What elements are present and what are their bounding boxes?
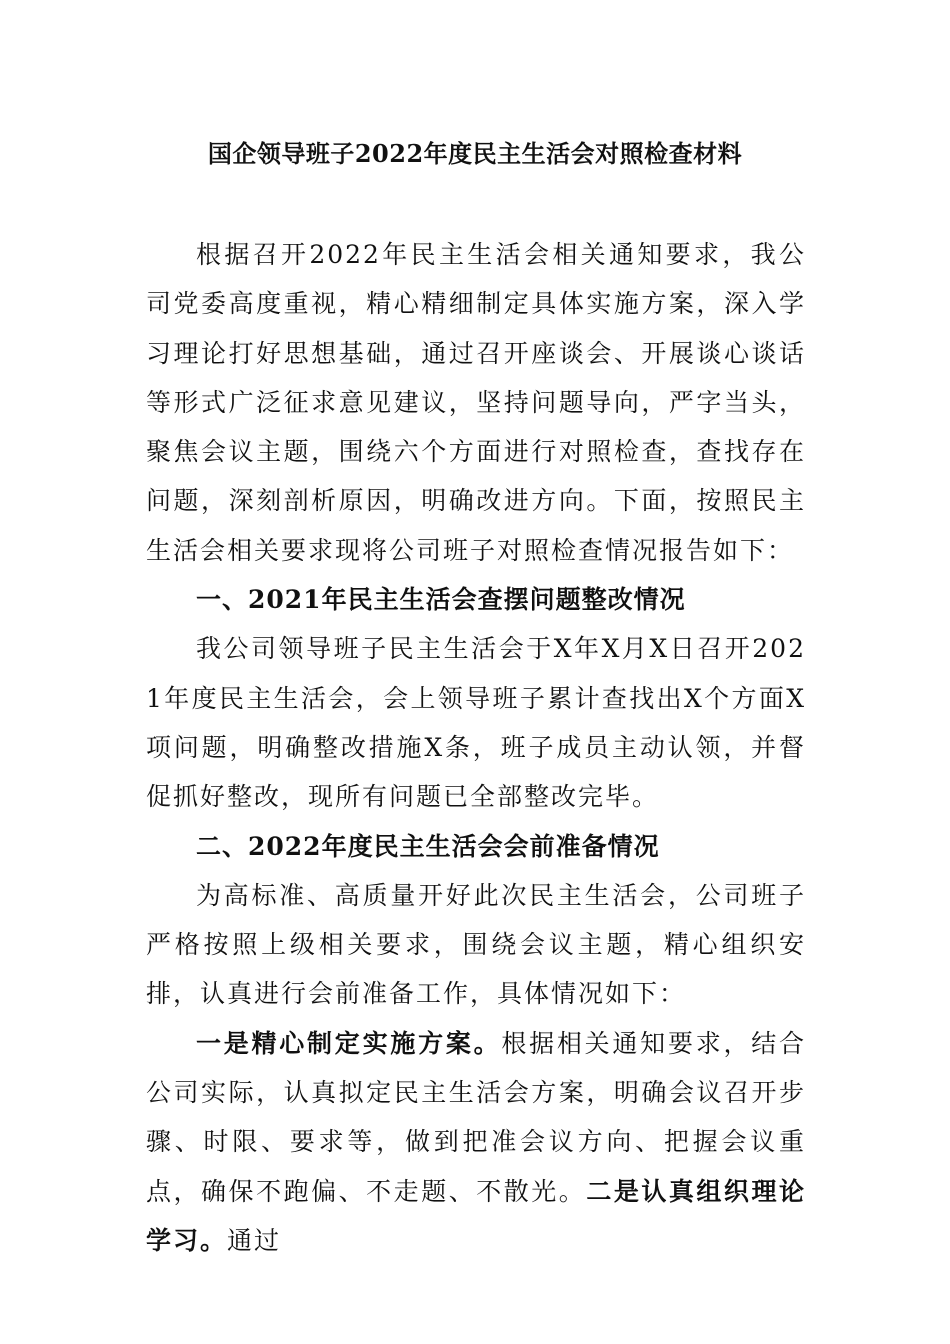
document-title: 国企领导班子2022年度民主生活会对照检查材料 [207,139,743,168]
section-1-paragraph: 我公司领导班子民主生活会于X年X月X日召开2021年度民主生活会，会上领导班子累计查找出X个方面X项问题，明确整改措施X条，班子成员主动认领，并督促抓好整改，现所有问题已全部整改完毕。 [146,634,806,812]
section-1-heading: 一、2021年民主生活会查摆问题整改情况 [196,585,686,615]
section-2-heading: 二、2022年度民主生活会会前准备情况 [196,831,660,861]
document-body [146,230,806,1265]
point-1-lead: 一是精心制定实施方案。 [196,1028,502,1058]
point-1-text: 根据相关通知要求，结合公司实际，认真拟定民主生活会方案，明确会议召开步骤、时限、要求等，做到把准会议方向、把握会议重点，确保不跑偏、不走题、不散光。 [146,1028,806,1206]
point-2-lead: 二是认真组织理论学习。 [146,1176,806,1255]
point-2-text: 通过 [227,1225,282,1255]
section-2-paragraph: 为高标准、高质量开好此次民主生活会，公司班子严格按照上级相关要求，围绕会议主题，精心组织安排，认真进行会前准备工作，具体情况如下： [146,880,806,1009]
preparation-points-paragraph [146,1019,806,1265]
intro-paragraph: 根据召开2022年民主生活会相关通知要求，我公司党委高度重视，精心精细制定具体实施方案，深入学习理论打好思想基础，通过召开座谈会、开展谈心谈话等形式广泛征求意见建议，坚持问题导向，严字当头，聚焦会议主题，围绕六个方面进行对照检查，查找存在问题，深刻剖析原因，明确改进方向。下面，按照民主生活会相关要求现将公司班子对照检查情况报告如下： [146,240,806,565]
